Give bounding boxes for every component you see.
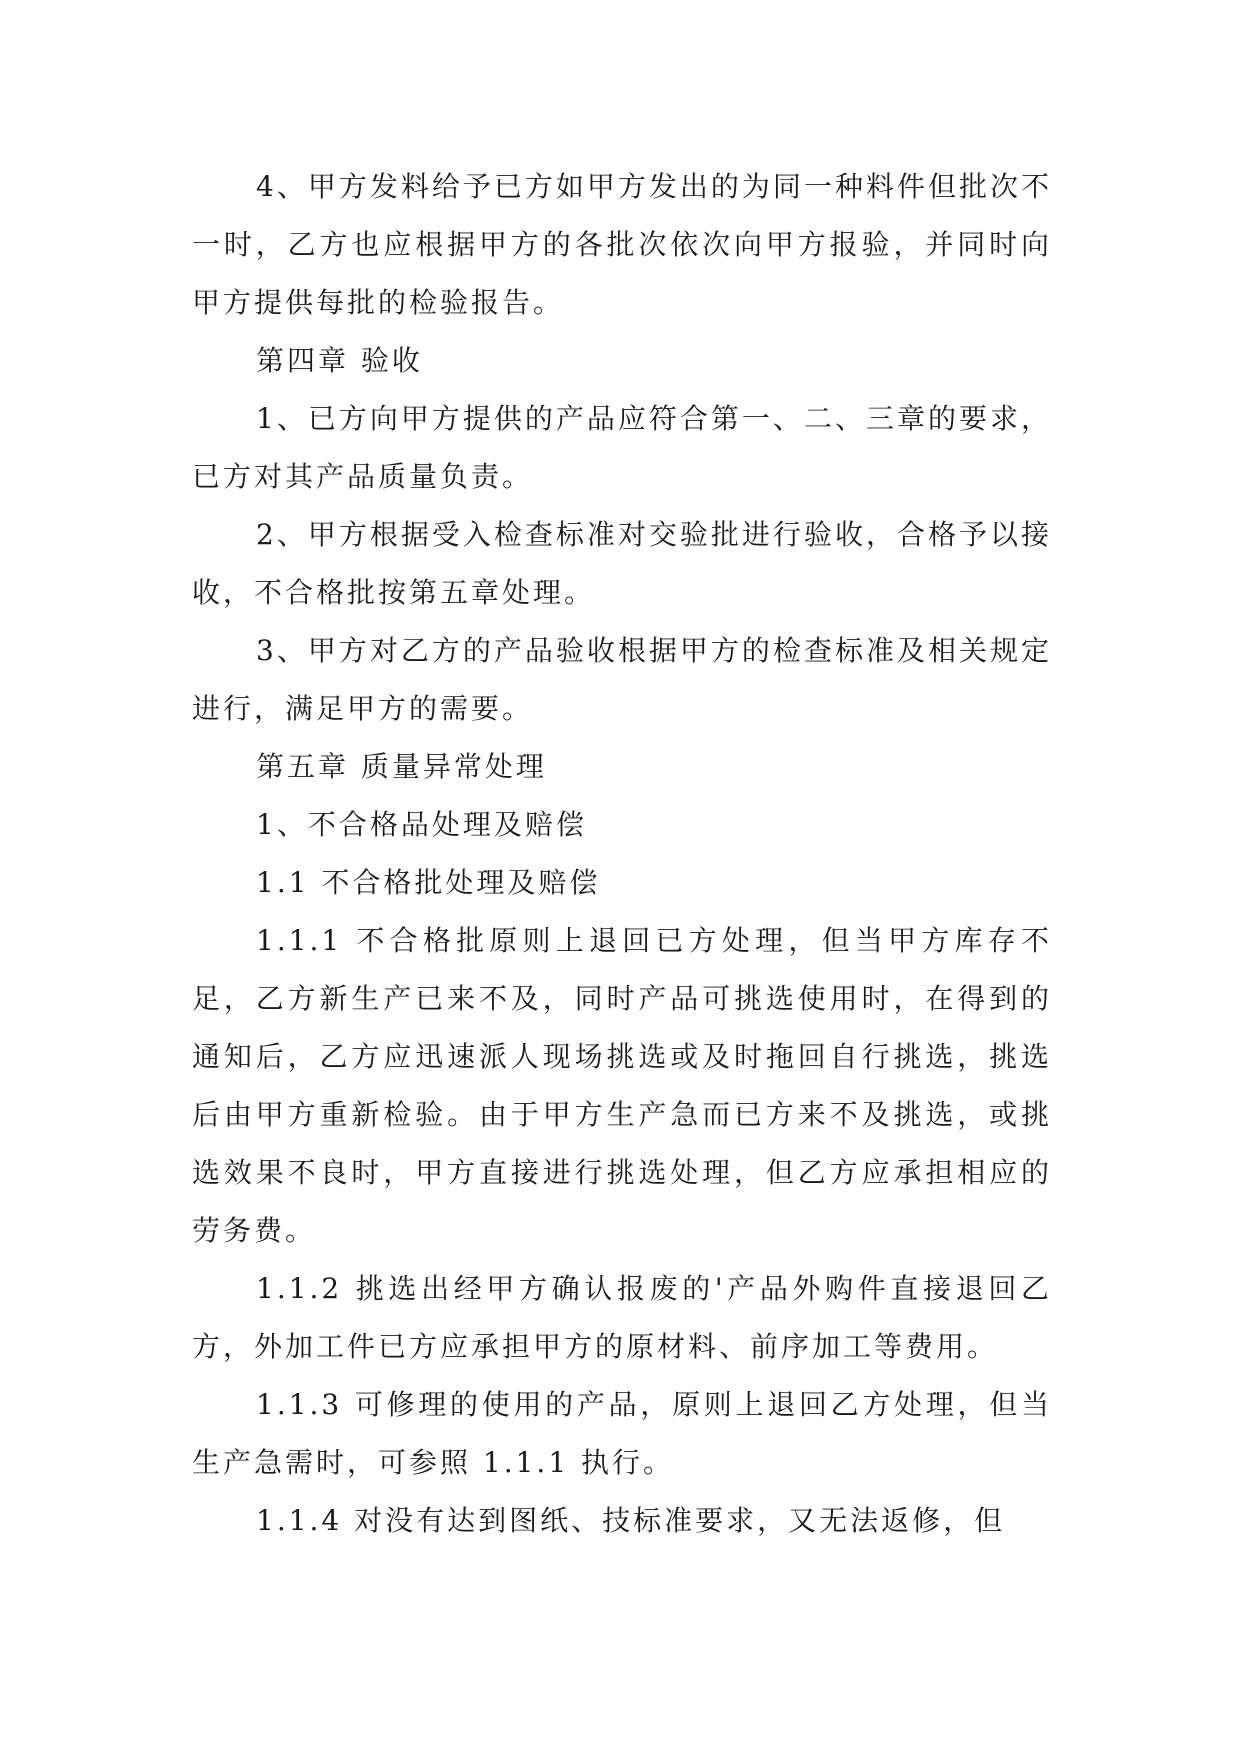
paragraph-clause-1-1-1: 1.1.1 不合格批原则上退回已方处理，但当甲方库存不足，乙方新生产已来不及，同时产品可挑选使用时，在得到的通知后，乙方应迅速派人现场挑选或及时拖回自行挑选，挑选后由甲方重新检验。由于甲方生产急而已方来不及挑选，或挑选效果不良时，甲方直接进行挑选处理，但乙方应承担相应的劳务费。 bbox=[192, 924, 1052, 1247]
document-body bbox=[192, 158, 1052, 1550]
paragraph-clause-1-1-2: 1.1.2 挑选出经甲方确认报废的'产品外购件直接退回乙方，外加工件已方应承担甲方的原材料、前序加工等费用。 bbox=[192, 1272, 1052, 1363]
paragraph-acceptance-1: 1、已方向甲方提供的产品应符合第一、二、三章的要求，已方对其产品质量负责。 bbox=[192, 402, 1052, 493]
paragraph-batch-inspection: 4、甲方发料给予已方如甲方发出的为同一种料件但批次不一时，乙方也应根据甲方的各批次依次向甲方报验，并同时向甲方提供每批的检验报告。 bbox=[192, 170, 1052, 319]
section-heading-nonconforming: 1、不合格品处理及赔偿 bbox=[256, 808, 587, 841]
subsection-heading-nonconforming-batch: 1.1 不合格批处理及赔偿 bbox=[256, 866, 601, 899]
paragraph-clause-1-1-3: 1.1.3 可修理的使用的产品，原则上退回乙方处理，但当生产急需时，可参照 1.1.1 执行。 bbox=[192, 1388, 1052, 1479]
paragraph-clause-1-1-4: 1.1.4 对没有达到图纸、技标准要求，又无法返修，但 bbox=[256, 1504, 1006, 1537]
chapter-heading-quality-exception: 第五章 质量异常处理 bbox=[256, 750, 547, 783]
chapter-heading-acceptance: 第四章 验收 bbox=[256, 344, 423, 377]
paragraph-acceptance-3: 3、甲方对乙方的产品验收根据甲方的检查标准及相关规定进行，满足甲方的需要。 bbox=[192, 634, 1052, 725]
paragraph-acceptance-2: 2、甲方根据受入检查标准对交验批进行验收，合格予以接收，不合格批按第五章处理。 bbox=[192, 518, 1052, 609]
